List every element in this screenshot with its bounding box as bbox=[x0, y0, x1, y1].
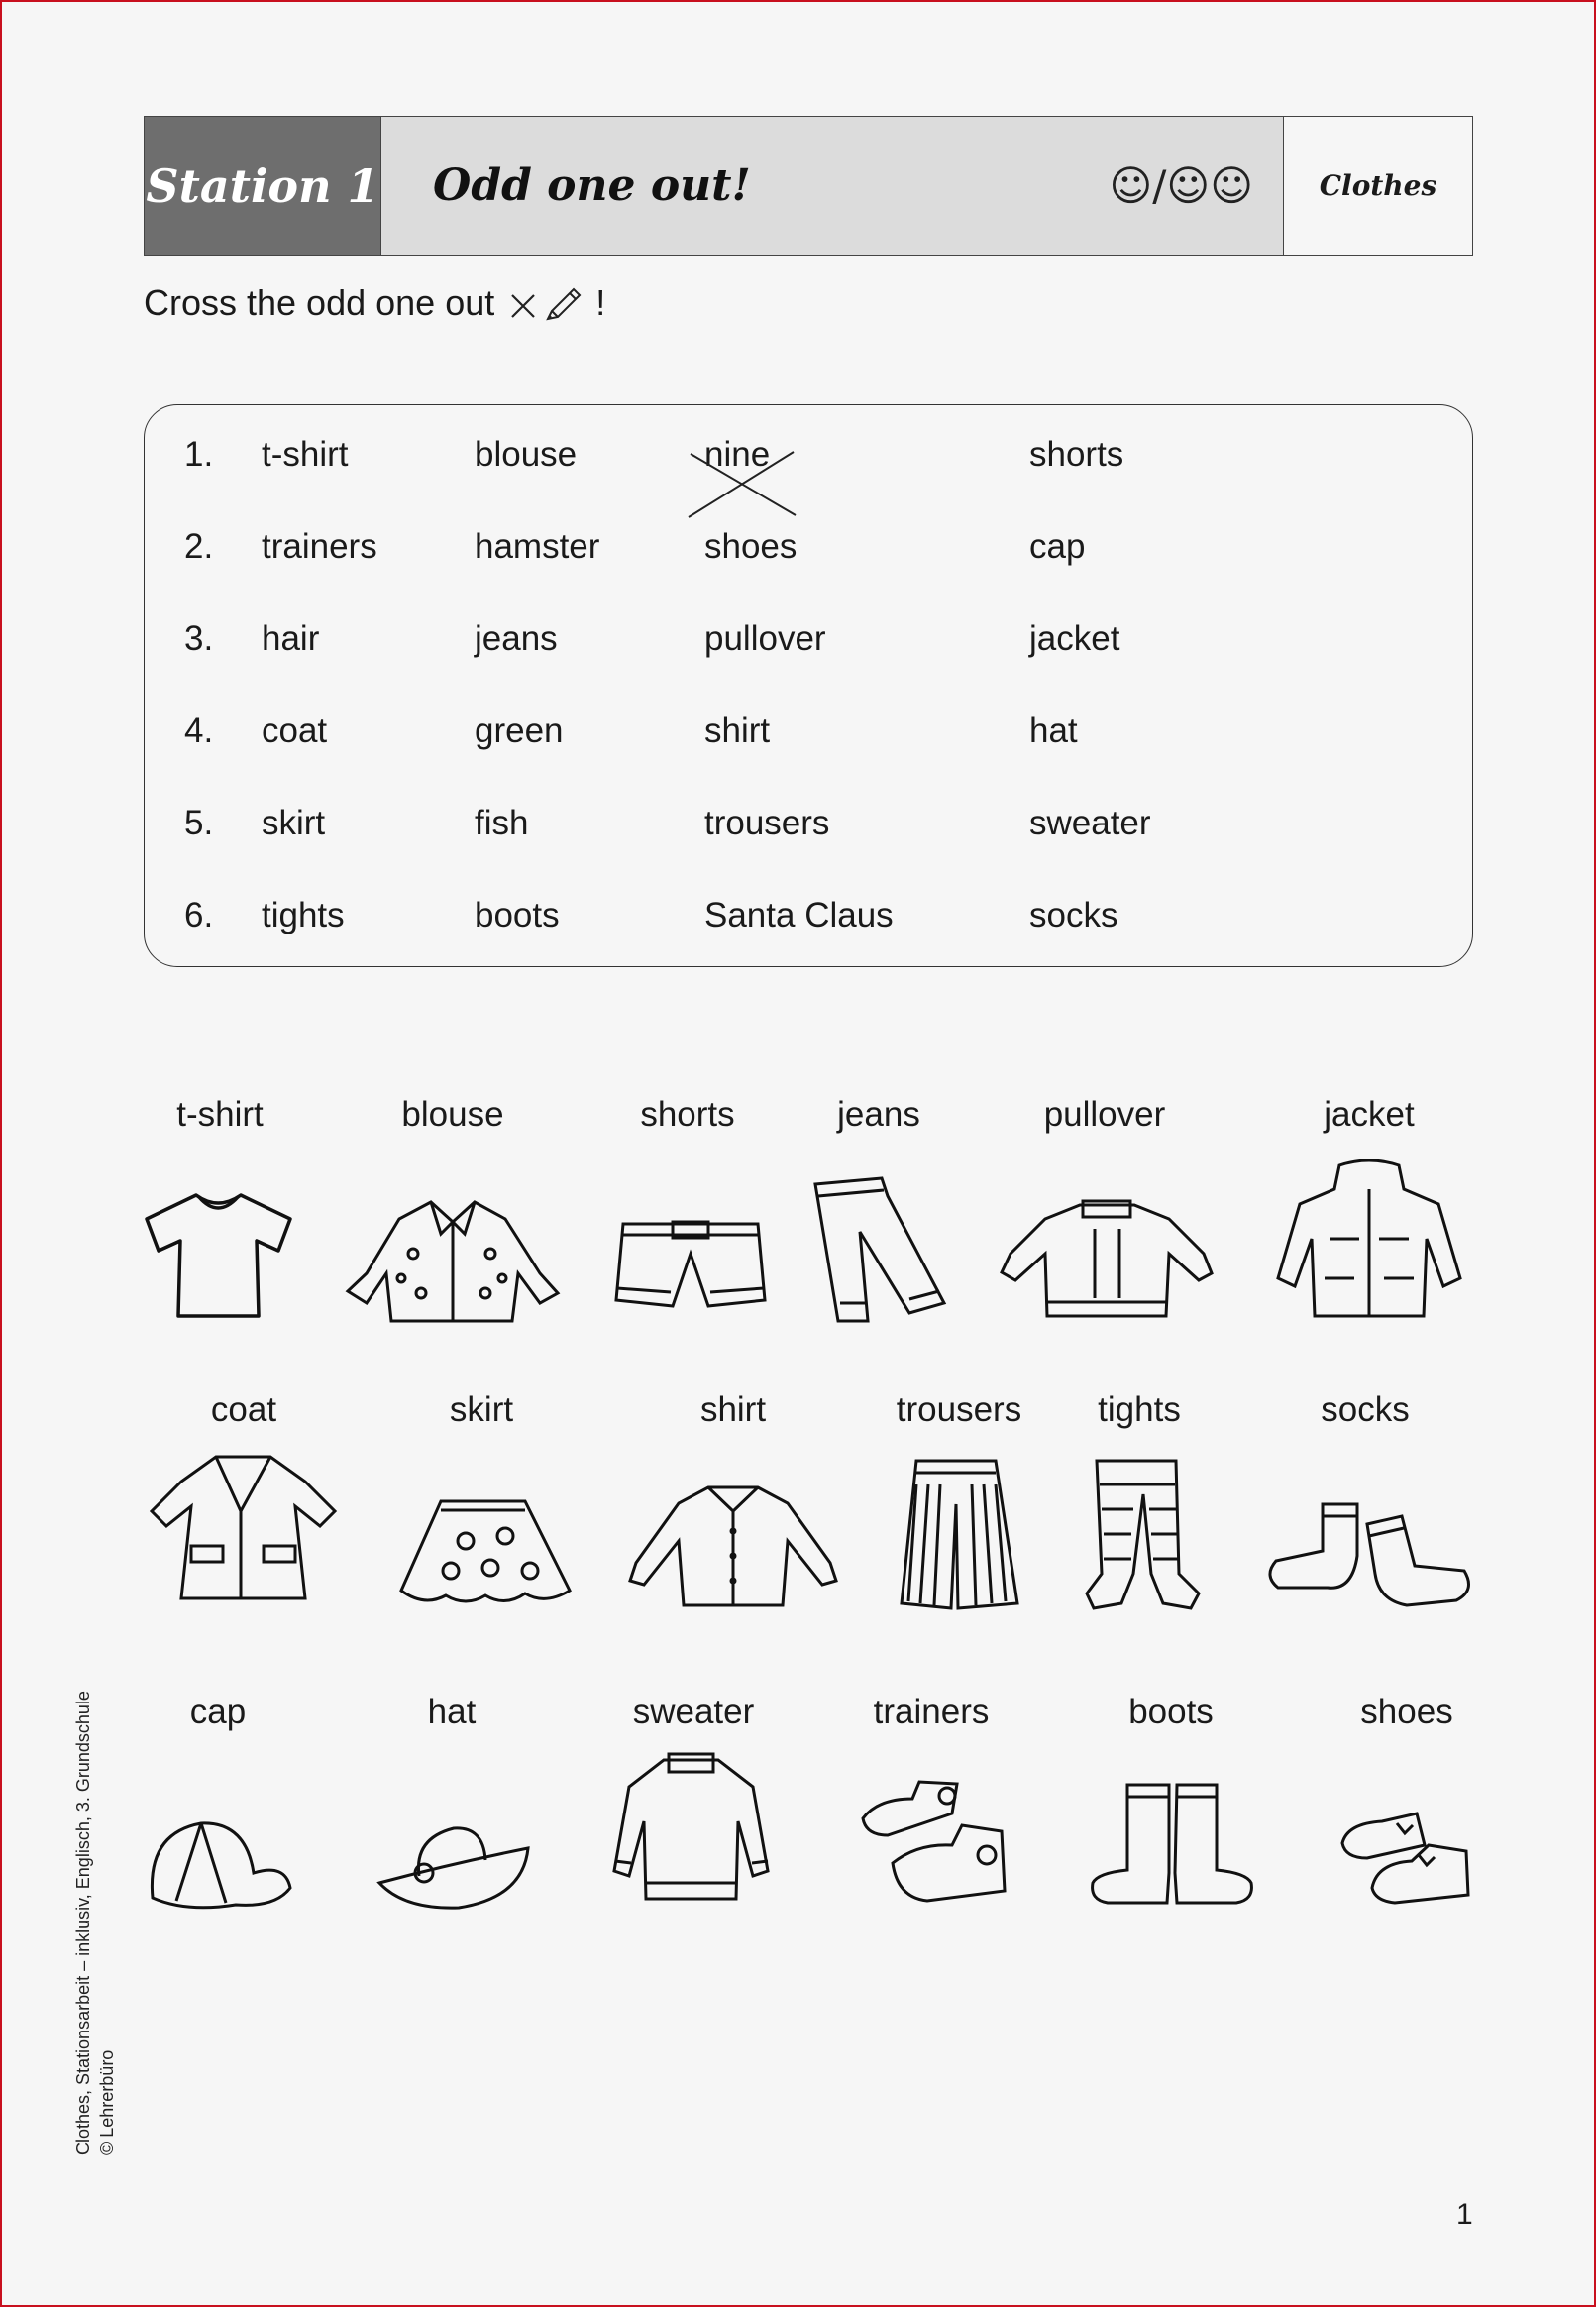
exercise-word[interactable]: hamster bbox=[475, 527, 600, 566]
copyright-credit bbox=[71, 1691, 119, 2155]
picture-label: trainers bbox=[873, 1693, 990, 1731]
picture-label: sweater bbox=[632, 1693, 755, 1731]
exercise-word[interactable]: socks bbox=[1029, 896, 1118, 934]
title-band bbox=[381, 117, 1284, 255]
exercise-word[interactable]: nine bbox=[704, 435, 771, 474]
credit-line: © Lehrerbüro bbox=[97, 2049, 117, 2155]
shoes-icon bbox=[1337, 1804, 1471, 1908]
picture-label: hat bbox=[427, 1693, 477, 1731]
exercise-row bbox=[145, 435, 1472, 494]
instruction bbox=[144, 282, 605, 324]
topic-label: Clothes bbox=[1284, 117, 1472, 255]
exercise-word[interactable]: tights bbox=[262, 896, 345, 934]
station-label: Station 1 bbox=[145, 117, 381, 255]
picture-label: t-shirt bbox=[176, 1095, 264, 1134]
exercise-row bbox=[145, 527, 1472, 587]
socks-icon bbox=[1258, 1496, 1476, 1610]
exercise-word[interactable]: green bbox=[475, 712, 564, 750]
credit-line: Clothes, Stationsarbeit – inklusiv, Englisch, 3. Grundschule bbox=[73, 1691, 93, 2155]
picture-label: jeans bbox=[837, 1095, 920, 1134]
trainers-icon bbox=[858, 1774, 1011, 1908]
exercise-row bbox=[145, 619, 1472, 679]
sweater-icon bbox=[609, 1752, 773, 1906]
skirt-icon bbox=[396, 1496, 575, 1610]
exercise-word[interactable]: trainers bbox=[262, 527, 377, 566]
picture-label: cap bbox=[189, 1693, 247, 1731]
picture-label: blouse bbox=[401, 1095, 504, 1134]
exercise-word[interactable]: t-shirt bbox=[262, 435, 349, 474]
exercise-word[interactable]: shoes bbox=[704, 527, 798, 566]
station-header bbox=[144, 116, 1473, 256]
exercise-word[interactable]: shorts bbox=[1029, 435, 1124, 474]
cap-icon bbox=[147, 1813, 295, 1913]
exercise-word[interactable]: skirt bbox=[262, 804, 326, 842]
exercise-word[interactable]: pullover bbox=[704, 619, 826, 658]
boots-icon bbox=[1088, 1779, 1256, 1908]
exercise-word[interactable]: trousers bbox=[704, 804, 830, 842]
hat-icon bbox=[374, 1818, 533, 1913]
exercise-row bbox=[145, 712, 1472, 771]
blouse-icon bbox=[342, 1194, 565, 1328]
picture-label: socks bbox=[1321, 1390, 1410, 1429]
instruction-exclamation: ! bbox=[595, 282, 606, 323]
cross-mark-icon bbox=[685, 450, 798, 519]
picture-label: boots bbox=[1128, 1693, 1214, 1731]
picture-label: coat bbox=[210, 1390, 277, 1429]
exercise-word[interactable]: shirt bbox=[704, 712, 771, 750]
picture-label: shorts bbox=[640, 1095, 735, 1134]
picture-label: skirt bbox=[449, 1390, 514, 1429]
exercise-word[interactable]: Santa Claus bbox=[704, 896, 894, 934]
exercise-number: 1. bbox=[184, 435, 214, 474]
trousers-icon bbox=[897, 1455, 1020, 1613]
picture-label: trousers bbox=[896, 1390, 1022, 1429]
picture-label: pullover bbox=[1043, 1095, 1166, 1134]
picture-label: jacket bbox=[1324, 1095, 1415, 1134]
exercise-word[interactable]: hair bbox=[262, 619, 320, 658]
shirt-icon bbox=[624, 1482, 842, 1610]
pullover-icon bbox=[996, 1199, 1219, 1323]
tshirt-icon bbox=[142, 1189, 295, 1323]
exercise-box bbox=[144, 404, 1473, 967]
tights-icon bbox=[1072, 1455, 1211, 1613]
exercise-word[interactable]: sweater bbox=[1029, 804, 1151, 842]
exercise-row bbox=[145, 896, 1472, 955]
page-number: 1 bbox=[1456, 2198, 1473, 2231]
picture-label: shirt bbox=[699, 1390, 767, 1429]
exercise-number: 2. bbox=[184, 527, 214, 566]
exercise-word[interactable]: boots bbox=[475, 896, 560, 934]
exercise-number: 4. bbox=[184, 712, 214, 750]
exercise-word[interactable]: jacket bbox=[1029, 619, 1120, 658]
coat-icon bbox=[147, 1452, 340, 1605]
jacket-icon bbox=[1270, 1159, 1468, 1323]
exercise-row bbox=[145, 804, 1472, 863]
exercise-word[interactable]: jeans bbox=[475, 619, 558, 658]
exercise-word[interactable]: fish bbox=[475, 804, 529, 842]
exercise-word[interactable]: hat bbox=[1029, 712, 1078, 750]
shorts-icon bbox=[611, 1219, 770, 1323]
exercise-number: 6. bbox=[184, 896, 214, 934]
instruction-text: Cross the odd one out bbox=[144, 282, 495, 323]
exercise-number: 3. bbox=[184, 619, 214, 658]
worksheet-title: Odd one out! bbox=[433, 161, 751, 211]
exercise-word[interactable]: blouse bbox=[475, 435, 578, 474]
picture-label: shoes bbox=[1360, 1693, 1453, 1731]
exercise-word[interactable]: coat bbox=[262, 712, 328, 750]
exercise-number: 5. bbox=[184, 804, 214, 842]
difficulty-smileys: ☺/☺☺ bbox=[1109, 162, 1253, 210]
exercise-word[interactable]: cap bbox=[1029, 527, 1086, 566]
jeans-icon bbox=[810, 1174, 949, 1323]
cross-pencil-icon bbox=[504, 285, 585, 321]
picture-label: tights bbox=[1098, 1390, 1181, 1429]
